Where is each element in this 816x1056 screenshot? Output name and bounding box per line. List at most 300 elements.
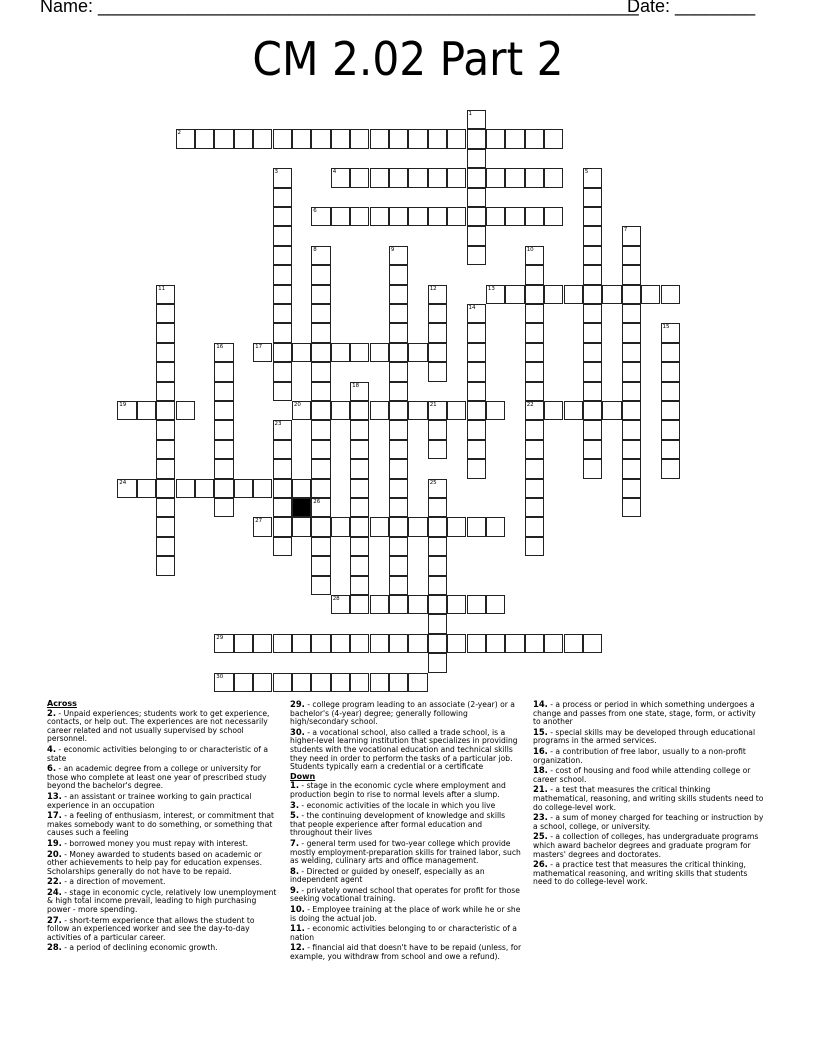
- crossword-cell[interactable]: [214, 362, 233, 381]
- crossword-cell[interactable]: [467, 440, 486, 459]
- crossword-cell[interactable]: [214, 129, 233, 148]
- crossword-cell[interactable]: [408, 517, 427, 536]
- crossword-cell[interactable]: [525, 459, 544, 478]
- crossword-cell[interactable]: [428, 517, 447, 536]
- crossword-cell[interactable]: [564, 401, 583, 420]
- crossword-cell[interactable]: [273, 440, 292, 459]
- crossword-cell[interactable]: [389, 595, 408, 614]
- crossword-cell[interactable]: [486, 207, 505, 226]
- crossword-cell[interactable]: [273, 207, 292, 226]
- crossword-cell[interactable]: [447, 595, 466, 614]
- crossword-cell[interactable]: [467, 207, 486, 226]
- crossword-cell[interactable]: [583, 634, 602, 653]
- crossword-cell[interactable]: [389, 343, 408, 362]
- crossword-cell[interactable]: [389, 129, 408, 148]
- crossword-cell[interactable]: [505, 129, 524, 148]
- crossword-cell[interactable]: [156, 343, 175, 362]
- crossword-cell[interactable]: [525, 285, 544, 304]
- crossword-cell[interactable]: [156, 440, 175, 459]
- crossword-cell[interactable]: [428, 420, 447, 439]
- crossword-cell[interactable]: [389, 362, 408, 381]
- crossword-cell[interactable]: [467, 226, 486, 245]
- crossword-cell[interactable]: [156, 304, 175, 323]
- crossword-cell[interactable]: [447, 168, 466, 187]
- crossword-cell[interactable]: [156, 556, 175, 575]
- crossword-cell[interactable]: [389, 498, 408, 517]
- crossword-cell[interactable]: [622, 420, 641, 439]
- crossword-cell[interactable]: [389, 517, 408, 536]
- crossword-cell[interactable]: [137, 401, 156, 420]
- crossword-cell[interactable]: [156, 537, 175, 556]
- crossword-cell[interactable]: [389, 537, 408, 556]
- crossword-cell[interactable]: [389, 168, 408, 187]
- crossword-cell[interactable]: [389, 459, 408, 478]
- crossword-cell[interactable]: [447, 401, 466, 420]
- crossword-cell[interactable]: [486, 595, 505, 614]
- crossword-cell[interactable]: [486, 285, 505, 304]
- crossword-cell[interactable]: [273, 246, 292, 265]
- crossword-cell[interactable]: [661, 323, 680, 342]
- crossword-cell[interactable]: [622, 382, 641, 401]
- crossword-cell[interactable]: [273, 129, 292, 148]
- crossword-cell[interactable]: [389, 207, 408, 226]
- crossword-cell[interactable]: [661, 285, 680, 304]
- crossword-cell[interactable]: [525, 634, 544, 653]
- crossword-cell[interactable]: [389, 265, 408, 284]
- crossword-cell[interactable]: [525, 168, 544, 187]
- crossword-cell[interactable]: [273, 459, 292, 478]
- crossword-cell[interactable]: [311, 285, 330, 304]
- crossword-cell[interactable]: [467, 595, 486, 614]
- crossword-cell[interactable]: [525, 246, 544, 265]
- crossword-cell[interactable]: [253, 129, 272, 148]
- crossword-cell[interactable]: [602, 401, 621, 420]
- crossword-cell[interactable]: [467, 323, 486, 342]
- crossword-cell[interactable]: [389, 440, 408, 459]
- crossword-cell[interactable]: [622, 226, 641, 245]
- crossword-cell[interactable]: [389, 576, 408, 595]
- crossword-cell[interactable]: [467, 343, 486, 362]
- crossword-cell[interactable]: [428, 576, 447, 595]
- crossword-cell[interactable]: [486, 129, 505, 148]
- crossword-cell[interactable]: [447, 207, 466, 226]
- crossword-cell[interactable]: [350, 556, 369, 575]
- crossword-cell[interactable]: [253, 343, 272, 362]
- crossword-cell[interactable]: [525, 323, 544, 342]
- crossword-cell[interactable]: [156, 459, 175, 478]
- crossword-cell[interactable]: [331, 634, 350, 653]
- crossword-cell[interactable]: [525, 401, 544, 420]
- crossword-cell[interactable]: [583, 401, 602, 420]
- crossword-cell[interactable]: [622, 459, 641, 478]
- crossword-cell[interactable]: [467, 362, 486, 381]
- crossword-cell[interactable]: [583, 323, 602, 342]
- crossword-cell[interactable]: [311, 265, 330, 284]
- crossword-cell[interactable]: [234, 129, 253, 148]
- crossword-cell[interactable]: [428, 401, 447, 420]
- crossword-cell[interactable]: [583, 440, 602, 459]
- crossword-cell[interactable]: [331, 129, 350, 148]
- crossword-cell[interactable]: [311, 401, 330, 420]
- crossword-cell[interactable]: [467, 149, 486, 168]
- crossword-cell[interactable]: [525, 498, 544, 517]
- crossword-cell[interactable]: [428, 207, 447, 226]
- crossword-cell[interactable]: [389, 382, 408, 401]
- crossword-cell[interactable]: [544, 168, 563, 187]
- crossword-cell[interactable]: [602, 285, 621, 304]
- crossword-cell[interactable]: [428, 168, 447, 187]
- crossword-cell[interactable]: [622, 440, 641, 459]
- crossword-cell[interactable]: [428, 556, 447, 575]
- crossword-cell[interactable]: [525, 537, 544, 556]
- crossword-cell[interactable]: [661, 420, 680, 439]
- crossword-cell[interactable]: [273, 420, 292, 439]
- crossword-cell[interactable]: [214, 459, 233, 478]
- crossword-cell[interactable]: [428, 634, 447, 653]
- crossword-cell[interactable]: [311, 440, 330, 459]
- crossword-cell[interactable]: [428, 362, 447, 381]
- crossword-cell[interactable]: [428, 479, 447, 498]
- crossword-cell[interactable]: [273, 343, 292, 362]
- crossword-cell[interactable]: [389, 285, 408, 304]
- crossword-cell[interactable]: [661, 440, 680, 459]
- crossword-cell[interactable]: [176, 479, 195, 498]
- crossword-cell[interactable]: [292, 479, 311, 498]
- crossword-cell[interactable]: [525, 440, 544, 459]
- crossword-cell[interactable]: [176, 129, 195, 148]
- crossword-cell[interactable]: [389, 323, 408, 342]
- crossword-cell[interactable]: [447, 129, 466, 148]
- crossword-cell[interactable]: [467, 110, 486, 129]
- crossword-cell[interactable]: [311, 129, 330, 148]
- crossword-cell[interactable]: [370, 595, 389, 614]
- crossword-cell[interactable]: [156, 323, 175, 342]
- crossword-cell[interactable]: [525, 517, 544, 536]
- crossword-cell[interactable]: [525, 362, 544, 381]
- crossword-cell[interactable]: [156, 285, 175, 304]
- crossword-cell[interactable]: [311, 537, 330, 556]
- crossword-cell[interactable]: [389, 479, 408, 498]
- crossword-cell[interactable]: [622, 285, 641, 304]
- crossword-cell[interactable]: [273, 226, 292, 245]
- crossword-cell[interactable]: [311, 343, 330, 362]
- crossword-cell[interactable]: [447, 517, 466, 536]
- crossword-cell[interactable]: [408, 129, 427, 148]
- crossword-cell[interactable]: [525, 129, 544, 148]
- crossword-cell[interactable]: [214, 343, 233, 362]
- crossword-cell[interactable]: [292, 129, 311, 148]
- crossword-cell[interactable]: [273, 362, 292, 381]
- crossword-cell[interactable]: [525, 304, 544, 323]
- crossword-cell[interactable]: [311, 382, 330, 401]
- crossword-cell[interactable]: [583, 168, 602, 187]
- crossword-cell[interactable]: [253, 634, 272, 653]
- crossword-cell[interactable]: [370, 207, 389, 226]
- crossword-cell[interactable]: [311, 479, 330, 498]
- crossword-cell[interactable]: [311, 517, 330, 536]
- crossword-cell[interactable]: [370, 129, 389, 148]
- crossword-cell[interactable]: [505, 285, 524, 304]
- crossword-cell[interactable]: [214, 420, 233, 439]
- crossword-cell[interactable]: [622, 362, 641, 381]
- crossword-cell[interactable]: [273, 537, 292, 556]
- crossword-cell[interactable]: [273, 673, 292, 692]
- crossword-cell[interactable]: [583, 459, 602, 478]
- crossword-cell[interactable]: [389, 634, 408, 653]
- crossword-cell[interactable]: [583, 188, 602, 207]
- crossword-cell[interactable]: [544, 634, 563, 653]
- crossword-cell[interactable]: [253, 673, 272, 692]
- crossword-cell[interactable]: [350, 382, 369, 401]
- crossword-cell[interactable]: [622, 498, 641, 517]
- crossword-cell[interactable]: [214, 382, 233, 401]
- crossword-cell[interactable]: [311, 556, 330, 575]
- crossword-cell[interactable]: [622, 323, 641, 342]
- crossword-cell[interactable]: [408, 207, 427, 226]
- crossword-cell[interactable]: [156, 420, 175, 439]
- crossword-cell[interactable]: [195, 129, 214, 148]
- crossword-cell[interactable]: [467, 129, 486, 148]
- crossword-cell[interactable]: [389, 673, 408, 692]
- crossword-cell[interactable]: [525, 343, 544, 362]
- crossword-cell[interactable]: [234, 479, 253, 498]
- crossword-cell[interactable]: [311, 323, 330, 342]
- crossword-cell[interactable]: [467, 401, 486, 420]
- crossword-cell[interactable]: [428, 614, 447, 633]
- crossword-cell[interactable]: [583, 285, 602, 304]
- crossword-cell[interactable]: [350, 420, 369, 439]
- crossword-cell[interactable]: [311, 459, 330, 478]
- crossword-cell[interactable]: [408, 673, 427, 692]
- crossword-cell[interactable]: [370, 673, 389, 692]
- crossword-cell[interactable]: [273, 188, 292, 207]
- crossword-cell[interactable]: [408, 168, 427, 187]
- crossword-cell[interactable]: [273, 323, 292, 342]
- crossword-cell[interactable]: [350, 343, 369, 362]
- crossword-cell[interactable]: [564, 634, 583, 653]
- crossword-cell[interactable]: [389, 556, 408, 575]
- crossword-cell[interactable]: [214, 401, 233, 420]
- crossword-cell[interactable]: [428, 129, 447, 148]
- crossword-cell[interactable]: [428, 343, 447, 362]
- crossword-cell[interactable]: [428, 285, 447, 304]
- crossword-cell[interactable]: [331, 401, 350, 420]
- crossword-cell[interactable]: [583, 304, 602, 323]
- crossword-cell[interactable]: [234, 634, 253, 653]
- crossword-cell[interactable]: [350, 595, 369, 614]
- crossword-cell[interactable]: [117, 401, 136, 420]
- crossword-cell[interactable]: [428, 323, 447, 342]
- crossword-cell[interactable]: [408, 343, 427, 362]
- crossword-cell[interactable]: [273, 285, 292, 304]
- crossword-cell[interactable]: [525, 265, 544, 284]
- crossword-cell[interactable]: [117, 479, 136, 498]
- crossword-cell[interactable]: [156, 362, 175, 381]
- crossword-cell[interactable]: [273, 479, 292, 498]
- crossword-cell[interactable]: [467, 188, 486, 207]
- crossword-cell[interactable]: [389, 304, 408, 323]
- crossword-cell[interactable]: [370, 634, 389, 653]
- crossword-cell[interactable]: [467, 459, 486, 478]
- crossword-cell[interactable]: [622, 401, 641, 420]
- crossword-cell[interactable]: [214, 673, 233, 692]
- crossword-cell[interactable]: [350, 459, 369, 478]
- crossword-cell[interactable]: [311, 420, 330, 439]
- crossword-cell[interactable]: [467, 246, 486, 265]
- crossword-cell[interactable]: [331, 207, 350, 226]
- crossword-cell[interactable]: [583, 246, 602, 265]
- crossword-cell[interactable]: [583, 207, 602, 226]
- crossword-cell[interactable]: [273, 498, 292, 517]
- crossword-cell[interactable]: [156, 401, 175, 420]
- crossword-cell[interactable]: [311, 634, 330, 653]
- crossword-cell[interactable]: [350, 634, 369, 653]
- crossword-cell[interactable]: [331, 517, 350, 536]
- crossword-cell[interactable]: [583, 265, 602, 284]
- crossword-cell[interactable]: [622, 304, 641, 323]
- crossword-cell[interactable]: [311, 673, 330, 692]
- crossword-cell[interactable]: [370, 168, 389, 187]
- crossword-cell[interactable]: [467, 168, 486, 187]
- crossword-cell[interactable]: [486, 168, 505, 187]
- crossword-cell[interactable]: [467, 517, 486, 536]
- crossword-cell[interactable]: [389, 246, 408, 265]
- crossword-cell[interactable]: [350, 168, 369, 187]
- crossword-cell[interactable]: [350, 498, 369, 517]
- crossword-cell[interactable]: [253, 479, 272, 498]
- crossword-cell[interactable]: [331, 343, 350, 362]
- crossword-cell[interactable]: [467, 304, 486, 323]
- crossword-cell[interactable]: [505, 207, 524, 226]
- crossword-cell[interactable]: [486, 517, 505, 536]
- crossword-cell[interactable]: [408, 401, 427, 420]
- crossword-cell[interactable]: [137, 479, 156, 498]
- crossword-cell[interactable]: [370, 343, 389, 362]
- crossword-cell[interactable]: [583, 420, 602, 439]
- crossword-cell[interactable]: [156, 382, 175, 401]
- crossword-cell[interactable]: [544, 207, 563, 226]
- crossword-cell[interactable]: [156, 479, 175, 498]
- crossword-cell[interactable]: [467, 382, 486, 401]
- crossword-cell[interactable]: [292, 343, 311, 362]
- crossword-cell[interactable]: [214, 440, 233, 459]
- crossword-cell[interactable]: [176, 401, 195, 420]
- crossword-cell[interactable]: [331, 673, 350, 692]
- crossword-cell[interactable]: [311, 207, 330, 226]
- crossword-cell[interactable]: [525, 382, 544, 401]
- crossword-cell[interactable]: [661, 343, 680, 362]
- crossword-cell[interactable]: [447, 634, 466, 653]
- crossword-cell[interactable]: [408, 634, 427, 653]
- crossword-cell[interactable]: [331, 168, 350, 187]
- crossword-cell[interactable]: [583, 362, 602, 381]
- crossword-cell[interactable]: [505, 168, 524, 187]
- crossword-cell[interactable]: [428, 653, 447, 672]
- crossword-cell[interactable]: [389, 420, 408, 439]
- crossword-cell[interactable]: [525, 207, 544, 226]
- crossword-cell[interactable]: [544, 401, 563, 420]
- crossword-cell[interactable]: [408, 595, 427, 614]
- crossword-cell[interactable]: [428, 498, 447, 517]
- crossword-cell[interactable]: [156, 498, 175, 517]
- crossword-cell[interactable]: [622, 343, 641, 362]
- crossword-cell[interactable]: [311, 362, 330, 381]
- crossword-cell[interactable]: [311, 304, 330, 323]
- crossword-cell[interactable]: [350, 207, 369, 226]
- crossword-cell[interactable]: [370, 401, 389, 420]
- crossword-cell[interactable]: [273, 168, 292, 187]
- crossword-cell[interactable]: [156, 517, 175, 536]
- crossword-cell[interactable]: [622, 479, 641, 498]
- crossword-cell[interactable]: [350, 576, 369, 595]
- crossword-cell[interactable]: [214, 479, 233, 498]
- crossword-cell[interactable]: [583, 226, 602, 245]
- crossword-cell[interactable]: [292, 634, 311, 653]
- crossword-cell[interactable]: [350, 440, 369, 459]
- crossword-cell[interactable]: [292, 517, 311, 536]
- crossword-cell[interactable]: [292, 401, 311, 420]
- crossword-cell[interactable]: [467, 420, 486, 439]
- crossword-cell[interactable]: [428, 595, 447, 614]
- crossword-cell[interactable]: [273, 304, 292, 323]
- crossword-cell[interactable]: [467, 634, 486, 653]
- crossword-cell[interactable]: [350, 673, 369, 692]
- crossword-cell[interactable]: [195, 479, 214, 498]
- crossword-cell[interactable]: [214, 634, 233, 653]
- crossword-cell[interactable]: [583, 382, 602, 401]
- crossword-cell[interactable]: [544, 285, 563, 304]
- crossword-cell[interactable]: [622, 246, 641, 265]
- crossword-cell[interactable]: [525, 420, 544, 439]
- crossword-cell[interactable]: [273, 265, 292, 284]
- crossword-cell[interactable]: [350, 479, 369, 498]
- crossword-cell[interactable]: [583, 343, 602, 362]
- crossword-cell[interactable]: [350, 401, 369, 420]
- crossword-cell[interactable]: [311, 498, 330, 517]
- crossword-cell[interactable]: [350, 129, 369, 148]
- crossword-cell[interactable]: [661, 459, 680, 478]
- crossword-cell[interactable]: [389, 401, 408, 420]
- crossword-cell[interactable]: [311, 246, 330, 265]
- crossword-cell[interactable]: [370, 517, 389, 536]
- crossword-cell[interactable]: [428, 304, 447, 323]
- crossword-cell[interactable]: [564, 285, 583, 304]
- crossword-cell[interactable]: [428, 537, 447, 556]
- crossword-cell[interactable]: [661, 382, 680, 401]
- crossword-cell[interactable]: [214, 498, 233, 517]
- crossword-cell[interactable]: [544, 129, 563, 148]
- crossword-cell[interactable]: [661, 362, 680, 381]
- crossword-cell[interactable]: [331, 595, 350, 614]
- crossword-cell[interactable]: [350, 537, 369, 556]
- crossword-cell[interactable]: [525, 479, 544, 498]
- crossword-cell[interactable]: [311, 576, 330, 595]
- crossword-cell[interactable]: [292, 673, 311, 692]
- crossword-cell[interactable]: [234, 673, 253, 692]
- crossword-cell[interactable]: [350, 517, 369, 536]
- crossword-cell[interactable]: [505, 634, 524, 653]
- crossword-cell[interactable]: [273, 517, 292, 536]
- crossword-cell[interactable]: [622, 265, 641, 284]
- crossword-cell[interactable]: [486, 634, 505, 653]
- crossword-cell[interactable]: [661, 401, 680, 420]
- crossword-cell[interactable]: [641, 285, 660, 304]
- crossword-cell[interactable]: [273, 634, 292, 653]
- crossword-cell[interactable]: [486, 401, 505, 420]
- crossword-cell[interactable]: [253, 517, 272, 536]
- crossword-cell[interactable]: [273, 382, 292, 401]
- crossword-cell[interactable]: [428, 440, 447, 459]
